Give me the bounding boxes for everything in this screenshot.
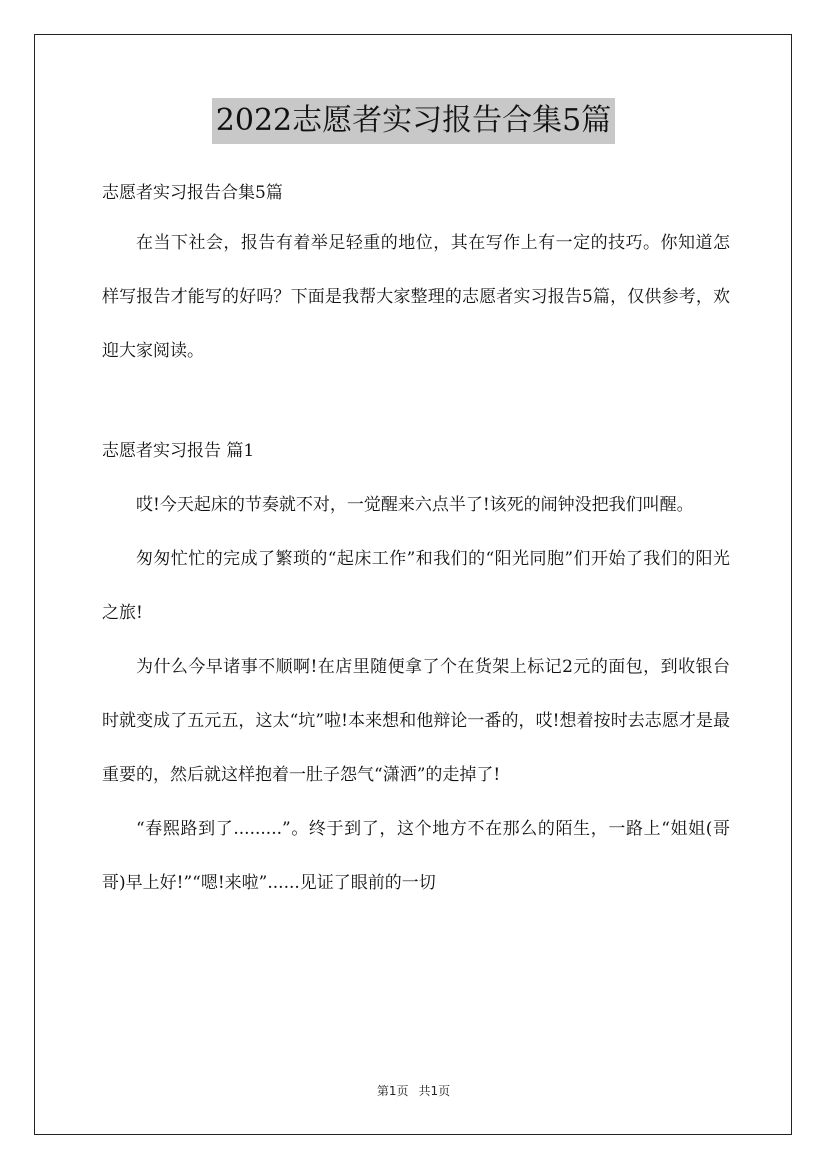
body-paragraph: 匆匆忙忙的完成了繁琐的“起床工作”和我们的“阳光同胞”们开始了我们的阳光之旅! [102, 549, 730, 623]
section-heading: 志愿者实习报告 篇1 [102, 441, 255, 461]
section-gap [102, 378, 730, 424]
document-subtitle: 志愿者实习报告合集5篇 [102, 183, 283, 203]
intro-paragraph: 在当下社会，报告有着举足轻重的地位，其在写作上有一定的技巧。你知道怎样写报告才能写的好吗？下面是我帮大家整理的志愿者实习报告5篇，仅供参考，欢迎大家阅读。 [102, 233, 730, 361]
page-total: 共1页 [418, 1084, 451, 1098]
document-body [102, 170, 730, 910]
title-container [0, 98, 827, 144]
body-paragraph: 为什么今早诸事不顺啊!在店里随便拿了个在货架上标记2元的面包，到收银台时就变成了五元五，这太“坑”啦!本来想和他辩论一番的，哎!想着按时去志愿才是最重要的，然后就这样抱着一肚子怨气“潇洒”的走掉了! [102, 657, 730, 785]
page-footer [0, 1082, 827, 1099]
document-title: 2022志愿者实习报告合集5篇 [212, 98, 615, 144]
page-number: 第1页 [376, 1084, 409, 1098]
body-paragraph: “春熙路到了.........”。终于到了，这个地方不在那么的陌生，一路上“姐姐(哥哥)早上好!”“嗯!来啦”......见证了眼前的一切 [102, 819, 730, 893]
body-paragraph: 哎!今天起床的节奏就不对，一觉醒来六点半了!该死的闹钟没把我们叫醒。 [136, 495, 694, 515]
